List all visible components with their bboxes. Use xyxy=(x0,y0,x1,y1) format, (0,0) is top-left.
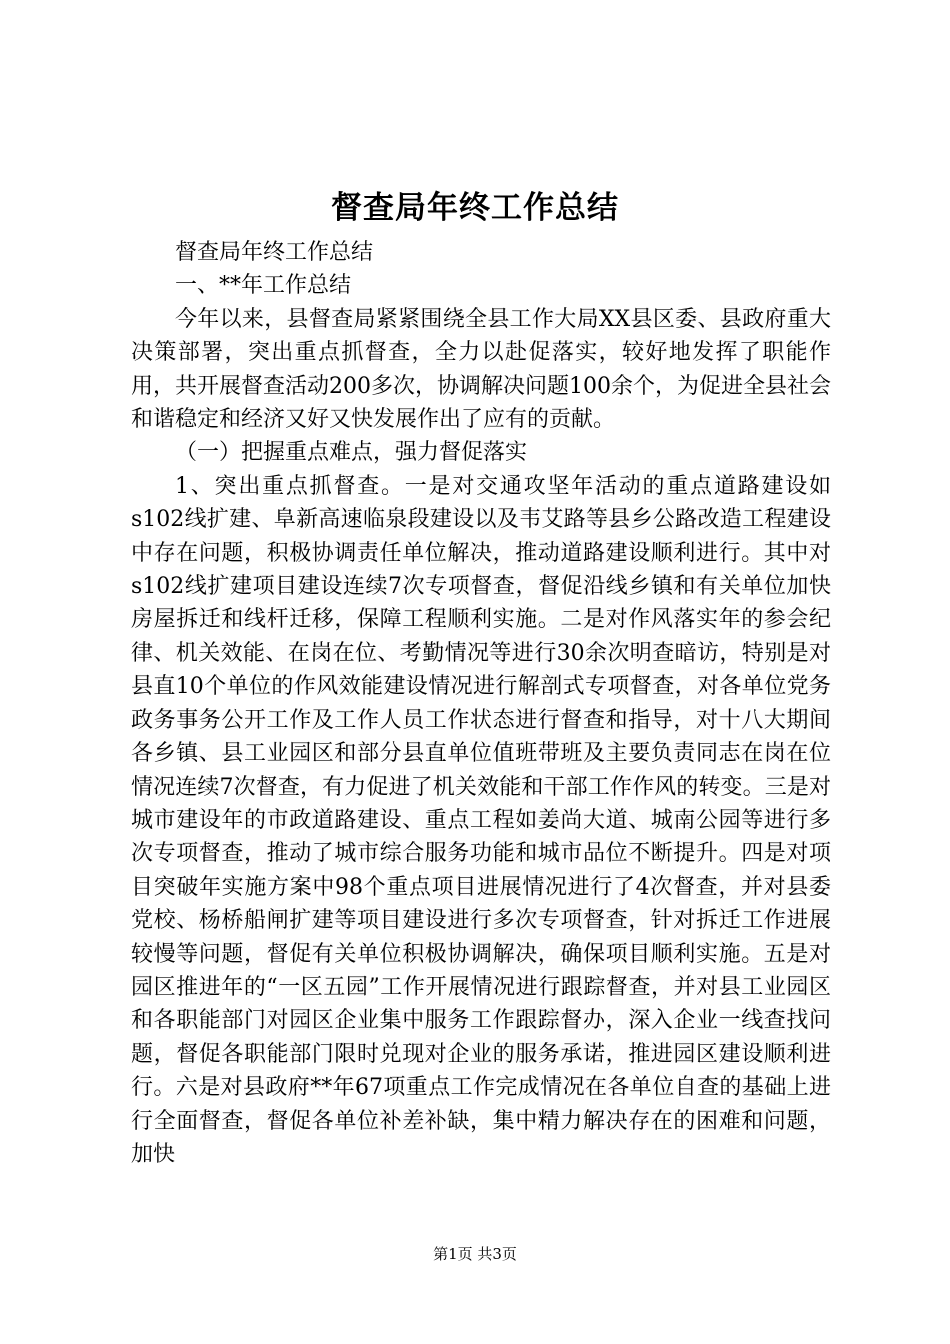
page-number-footer: 第1页 共3页 xyxy=(433,1245,517,1263)
document-body xyxy=(131,236,831,1171)
paragraph-subtitle: 督查局年终工作总结 xyxy=(175,240,374,265)
subsection-heading: （一）把握重点难点，强力督促落实 xyxy=(175,440,528,466)
section-heading: 一、**年工作总结 xyxy=(175,273,352,299)
paragraph-intro: 今年以来，县督查局紧紧围绕全县工作大局XX县区委、县政府重大决策部署，突出重点抓督查，全力以赴促落实，较好地发挥了职能作用，共开展督查活动200多次，协调解决问题100余个，为促进全县社会和谐稳定和经济又好又快发展作出了应有的贡献。 xyxy=(131,306,831,433)
paragraph-detail: 1、突出重点抓督查。一是对交通攻坚年活动的重点道路建设如s102线扩建、阜新高速临泉段建设以及韦艾路等县乡公路改造工程建设中存在问题，积极协调责任单位解决，推动道路建设顺利进行。其中对s102线扩建项目建设连续7次专项督查，督促沿线乡镇和有关单位加快房屋拆迁和线杆迁移，保障工程顺利实施。二是对作风落实年的参会纪律、机关效能、在岗在位、考勤情况等进行30余次明查暗访，特别是对县直10个单位的作风效能建设情况进行解剖式专项督查，对各单位党务政务事务公开工作及工作人员工作状态进行督查和指导，对十八大期间各乡镇、县工业园区和部分县直单位值班带班及主要负责同志在岗在位情况连续7次督查，有力促进了机关效能和干部工作作风的转变。三是对城市建设年的市政道路建设、重点工程如姜尚大道、城南公园等进行多次专项督查，推动了城市综合服务功能和城市品位不断提升。四是对项目突破年实施方案中98个重点项目进展情况进行了4次督查，并对县委党校、杨桥船闸扩建等项目建设进行多次专项督查，针对拆迁工作进展较慢等问题，督促有关单位积极协调解决，确保项目顺利实施。五是对园区推进年的“一区五园”工作开展情况进行跟踪督查，并对县工业园区和各职能部门对园区企业集中服务工作跟踪督办，深入企业一线查找问题，督促各职能部门限时兑现对企业的服务承诺，推进园区建设顺利进行。六是对县政府**年67项重点工作完成情况在各单位自查的基础上进行全面督查，督促各单位补差补缺，集中精力解决存在的困难和问题，加快 xyxy=(131,473,831,1167)
document-title: 督查局年终工作总结 xyxy=(331,190,619,226)
